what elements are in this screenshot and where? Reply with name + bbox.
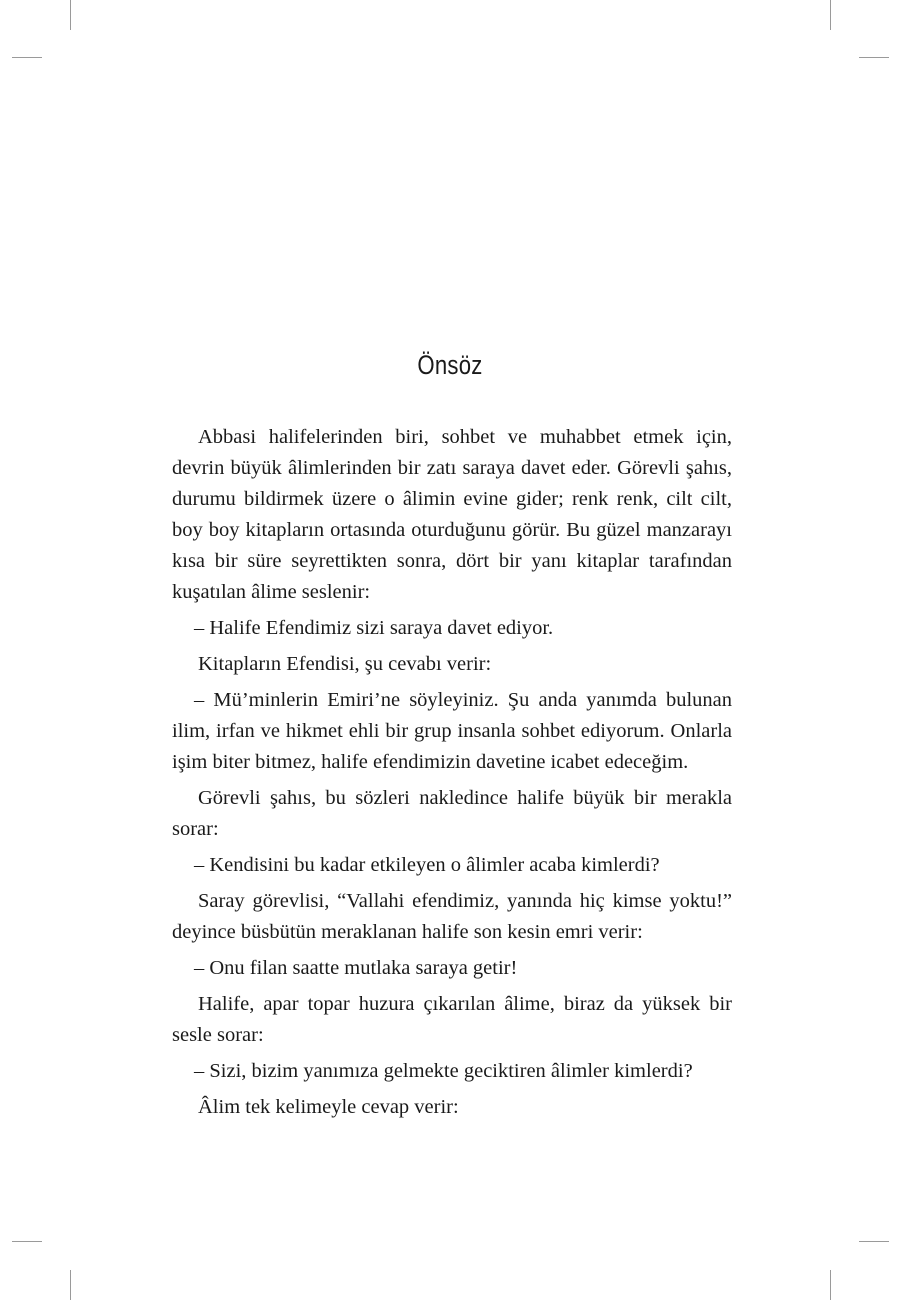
paragraph: Halife, apar topar huzura çıkarılan âlime, biraz da yüksek bir sesle sorar: — [172, 993, 732, 1046]
crop-mark-top-right-horizontal — [859, 57, 889, 58]
dialogue-line: – Onu filan saatte mutlaka saraya getir! — [194, 957, 518, 979]
paragraph: Abbasi halifelerinden biri, sohbet ve muhabbet etmek için, devrin büyük âlimlerinden bir zatı saraya davet eder. Görevli şahıs, durumu bildirmek üzere o âlimin evine gider; renk renk, cilt cilt, boy boy kitapların ortasında oturduğunu görür. Bu güzel manzarayı kısa bir süre seyrettikten sonra, dört bir yanı kitaplar tarafından kuşatılan âlime seslenir: — [172, 426, 732, 603]
body-text — [172, 422, 732, 1128]
paragraph: Kitapların Efendisi, şu cevabı verir: — [198, 653, 492, 675]
dialogue-line: – Mü’minlerin Emiri’ne söyleyiniz. Şu anda yanımda bulunan ilim, irfan ve hikmet ehli bir grup insanla sohbet ediyorum. Onlarla işim biter bitmez, halife efendimizin davetine icabet edeceğim. — [172, 689, 732, 773]
dialogue-line: – Halife Efendimiz sizi saraya davet ediyor. — [194, 617, 554, 639]
paragraph: Görevli şahıs, bu sözleri nakledince halife büyük bir merakla sorar: — [172, 787, 732, 840]
page-title: Önsöz — [417, 350, 483, 380]
crop-mark-bottom-right-vertical — [830, 1270, 831, 1300]
crop-mark-bottom-left-vertical — [70, 1270, 71, 1300]
crop-mark-bottom-right-horizontal — [859, 1241, 889, 1242]
paragraph: Saray görevlisi, “Vallahi efendimiz, yanında hiç kimse yoktu!” deyince büsbütün meraklanan halife son kesin emri verir: — [172, 890, 732, 943]
dialogue-line: – Sizi, bizim yanımıza gelmekte geciktiren âlimler kimlerdi? — [194, 1060, 693, 1082]
crop-mark-bottom-left-horizontal — [12, 1241, 42, 1242]
crop-mark-top-left-vertical — [70, 0, 71, 30]
crop-mark-top-right-vertical — [830, 0, 831, 30]
paragraph: Âlim tek kelimeyle cevap verir: — [198, 1096, 459, 1118]
crop-mark-top-left-horizontal — [12, 57, 42, 58]
dialogue-line: – Kendisini bu kadar etkileyen o âlimler acaba kimlerdi? — [194, 854, 660, 876]
